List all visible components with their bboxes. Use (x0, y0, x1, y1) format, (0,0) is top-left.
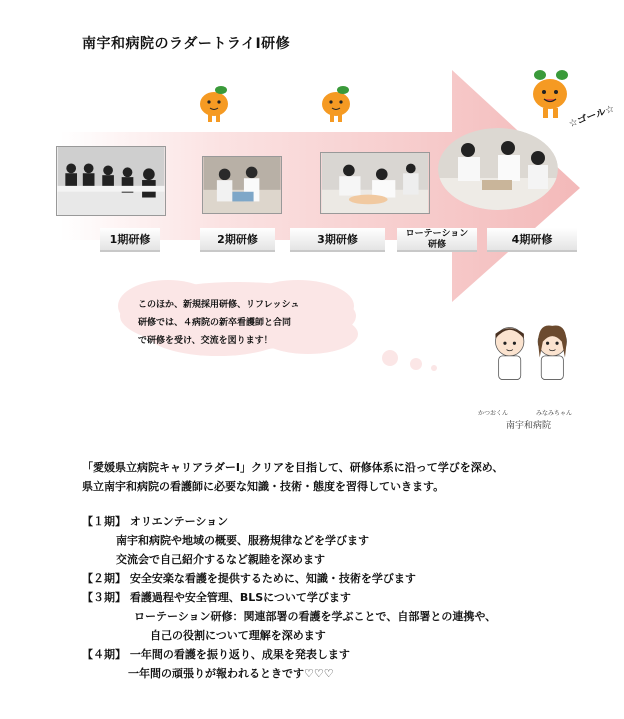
schedule-detail: ローテーション研修：関連部署の看護を学ぶことで、自部署との連携や、 (134, 610, 497, 623)
stage-label-1: 1期研修 (100, 228, 160, 252)
photo-practice (202, 156, 282, 214)
schedule-heading-4: 【４期】 一年間の看護を振り返り、成果を発表します (82, 648, 350, 661)
mikyan-mascot-cheering-icon (526, 62, 574, 122)
thought-bubbles (380, 348, 440, 372)
schedule-detail: 交流会で自己紹介するなど親睦を深めます (116, 553, 325, 566)
stage-label-3: 3期研修 (290, 228, 385, 252)
goal-label: ☆ゴール☆ (567, 103, 616, 131)
mikyan-mascot-icon (316, 80, 356, 124)
intro-text (82, 458, 503, 496)
nurse-characters (474, 318, 588, 432)
stage-label-4: 4期研修 (487, 228, 577, 252)
boy-name: かつおくん (478, 410, 509, 417)
cloud-line: で研修を受け、交流を図ります！ (138, 336, 273, 346)
hospital-name: 南宇和病院 (506, 421, 552, 431)
page-title: 南宇和病院のラダートライⅠ研修 (82, 36, 291, 52)
schedule-detail: 自己の役割について理解を深めます (150, 629, 326, 642)
mikyan-mascot-icon (194, 80, 234, 124)
stage-label-2: 2期研修 (200, 228, 275, 252)
cloud-message (138, 296, 358, 350)
cloud-line: このほか、新規採用研修、リフレッシュ (138, 300, 300, 310)
girl-name: みなみちゃん (536, 410, 573, 417)
schedule-heading-3: 【３期】 看護過程や安全管理、BLSについて学びます (82, 591, 351, 604)
intro-line: 県立南宇和病院の看護師に必要な知識・技術・態度を習得していきます。 (82, 480, 445, 493)
schedule-detail: 一年間の頑張りが報われるときです♡♡♡ (128, 667, 334, 680)
training-schedule (82, 512, 496, 683)
schedule-detail: 南宇和病院や地域の概要、服務規律などを学びます (116, 534, 369, 547)
cloud-line: 研修では、４病院の新卒看護師と合同 (138, 318, 292, 328)
schedule-heading-1: 【１期】 オリエンテーション (82, 515, 229, 528)
intro-line: 「愛媛県立病院キャリアラダーⅠ」クリアを目指して、研修体系に沿って学びを深め、 (82, 461, 504, 474)
photo-classroom (56, 146, 166, 216)
photo-bls-training (320, 152, 430, 214)
stage-label-rotation: ローテーション 研修 (397, 228, 477, 252)
schedule-heading-2: 【２期】 安全安楽な看護を提供するために、知識・技術を学びます (82, 572, 416, 585)
photo-presentation (438, 128, 558, 210)
